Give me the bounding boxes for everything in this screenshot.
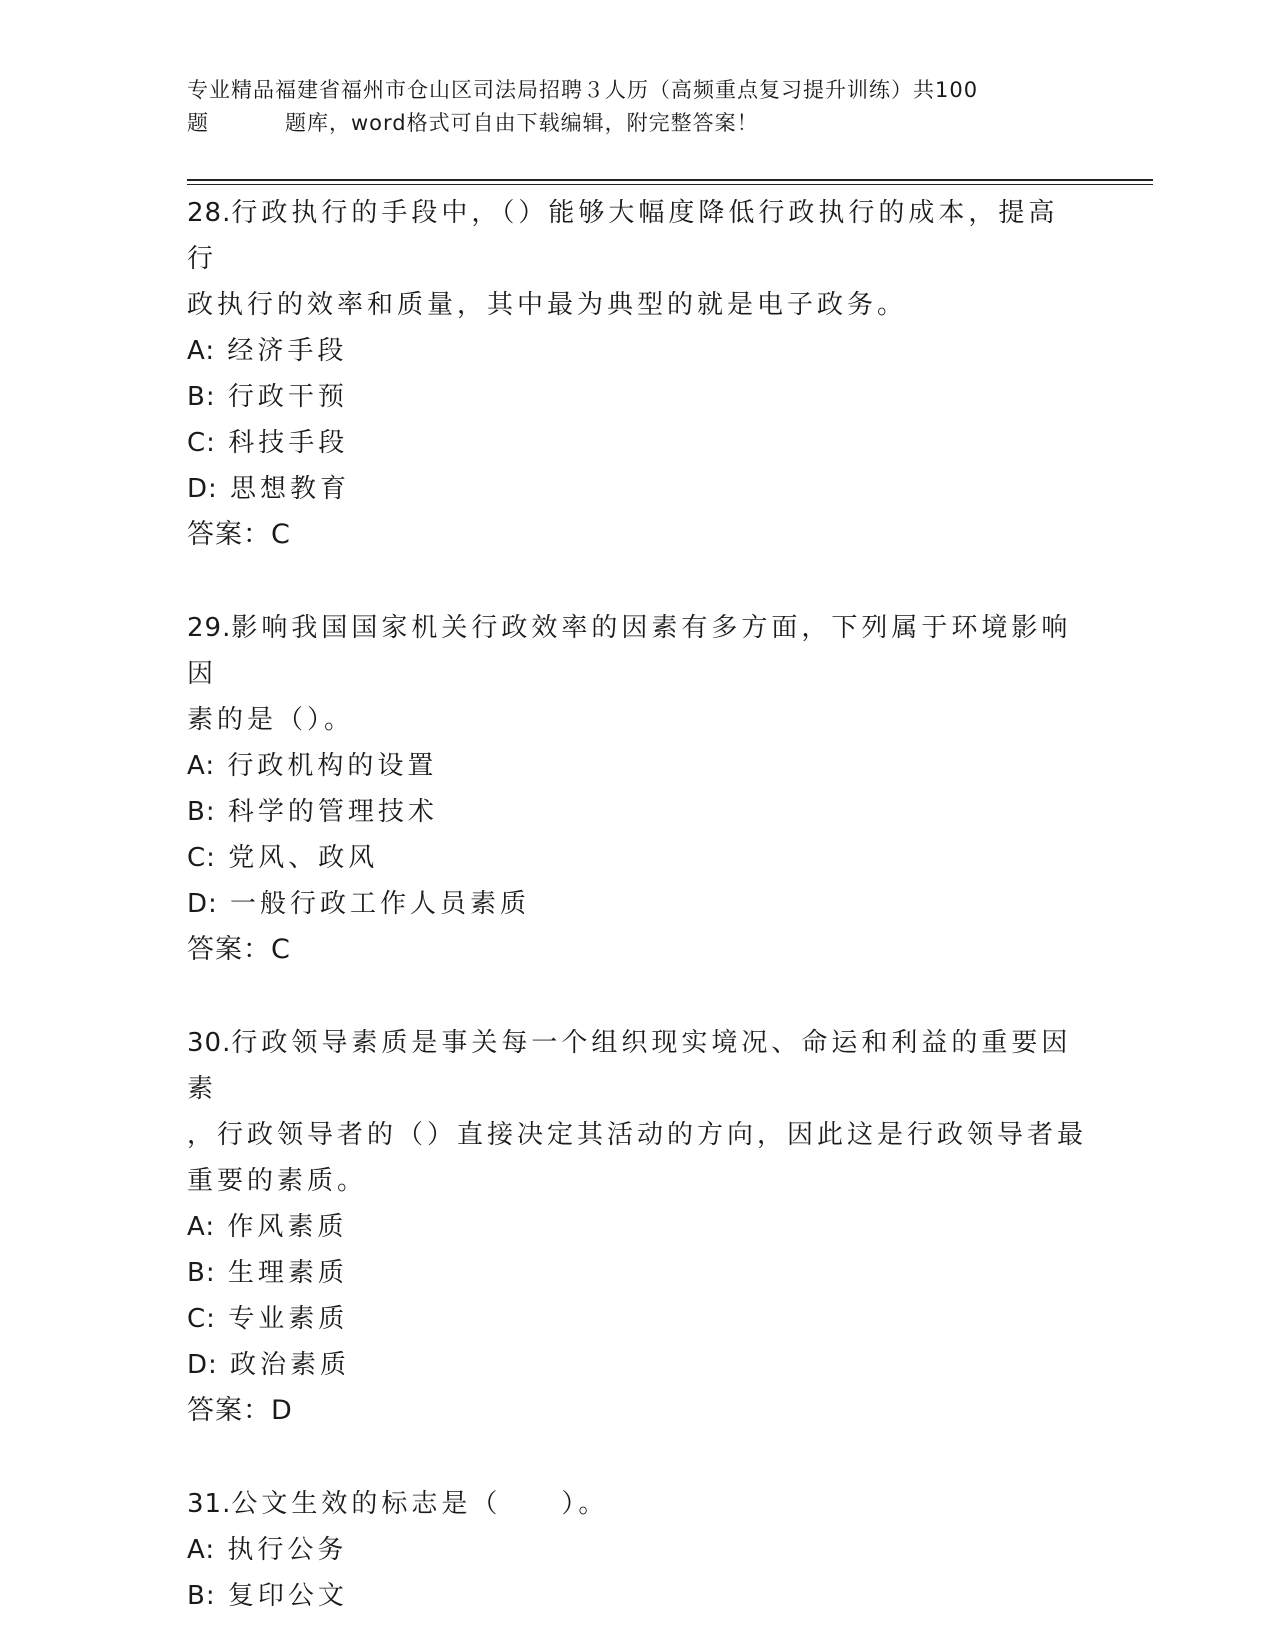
option-letter: D:	[187, 889, 218, 919]
question-stem-line: 重要的素质。	[187, 1166, 368, 1196]
option-letter: D:	[187, 1350, 218, 1380]
option-letter: A:	[187, 336, 216, 366]
option-text: 思想教育	[230, 474, 351, 504]
question-stem-line: 素的是（）。	[187, 705, 355, 735]
option-c	[187, 420, 1087, 466]
question-28	[187, 190, 1087, 558]
option-text: 科技手段	[228, 428, 349, 458]
option-text: 行政机构的设置	[227, 751, 438, 781]
question-list	[187, 190, 1087, 1619]
option-d	[187, 881, 1087, 927]
question-stem-line: 政执行的效率和质量，其中最为典型的就是电子政务。	[187, 290, 908, 320]
answer: 答案：C	[187, 519, 291, 550]
option-letter: A:	[187, 1212, 216, 1242]
option-a	[187, 743, 1087, 789]
option-letter: C:	[187, 1304, 216, 1334]
question-29	[187, 605, 1087, 973]
option-text: 政治素质	[230, 1350, 351, 1380]
question-stem-line: 公文生效的标志是（ ）。	[231, 1489, 609, 1519]
header-divider-thin	[187, 184, 1153, 185]
question-stem	[187, 190, 1087, 328]
option-d	[187, 1342, 1087, 1388]
option-text: 生理素质	[227, 1258, 348, 1288]
option-letter: B:	[187, 1258, 216, 1288]
option-text: 党风、政风	[228, 843, 379, 873]
option-text: 一般行政工作人员素质	[230, 889, 531, 919]
option-text: 行政干预	[227, 382, 348, 412]
option-letter: A:	[187, 751, 216, 781]
option-letter: C:	[187, 843, 216, 873]
question-stem	[187, 1020, 1087, 1204]
option-b	[187, 789, 1087, 835]
header-line-2-prefix: 题	[187, 111, 209, 135]
option-b	[187, 374, 1087, 420]
question-30	[187, 1020, 1087, 1434]
option-letter: B:	[187, 1581, 216, 1611]
question-number: 30.	[187, 1028, 232, 1058]
option-b	[187, 1573, 1087, 1619]
option-letter: D:	[187, 474, 218, 504]
option-text: 执行公务	[227, 1535, 348, 1565]
header-line-2	[187, 107, 1087, 140]
question-number: 31.	[187, 1489, 232, 1519]
option-letter: A:	[187, 1535, 216, 1565]
question-31	[187, 1481, 1087, 1619]
option-a	[187, 328, 1087, 374]
header-line-2-text: 题库，word格式可自由下载编辑，附完整答案！	[285, 111, 759, 135]
option-text: 专业素质	[228, 1304, 349, 1334]
question-stem-line: ，行政领导者的（）直接决定其活动的方向，因此这是行政领导者最	[187, 1120, 1088, 1150]
answer: 答案：D	[187, 1395, 293, 1426]
option-a	[187, 1204, 1087, 1250]
question-stem	[187, 605, 1087, 743]
option-text: 科学的管理技术	[227, 797, 438, 827]
question-stem-line: 行政执行的手段中，（）能够大幅度降低行政执行的成本，提高行	[187, 198, 1059, 274]
question-number: 28.	[187, 198, 232, 228]
option-c	[187, 1296, 1087, 1342]
question-number: 29.	[187, 613, 232, 643]
document-header	[187, 74, 1087, 140]
option-a	[187, 1527, 1087, 1573]
option-c	[187, 835, 1087, 881]
option-d	[187, 466, 1087, 512]
question-stem-line: 行政领导素质是事关每一个组织现实境况、命运和利益的重要因素	[187, 1028, 1072, 1104]
option-letter: C:	[187, 428, 216, 458]
option-letter: B:	[187, 382, 216, 412]
option-letter: B:	[187, 797, 216, 827]
option-text: 作风素质	[227, 1212, 348, 1242]
header-divider-thick	[187, 179, 1153, 181]
answer: 答案：C	[187, 934, 291, 965]
question-stem-line: 影响我国国家机关行政效率的因素有多方面，下列属于环境影响因	[187, 613, 1072, 689]
question-stem	[187, 1481, 1087, 1527]
option-text: 复印公文	[227, 1581, 348, 1611]
option-b	[187, 1250, 1087, 1296]
header-line-1: 专业精品福建省福州市仓山区司法局招聘３人历（高频重点复习提升训练）共100	[187, 78, 979, 102]
option-text: 经济手段	[227, 336, 348, 366]
